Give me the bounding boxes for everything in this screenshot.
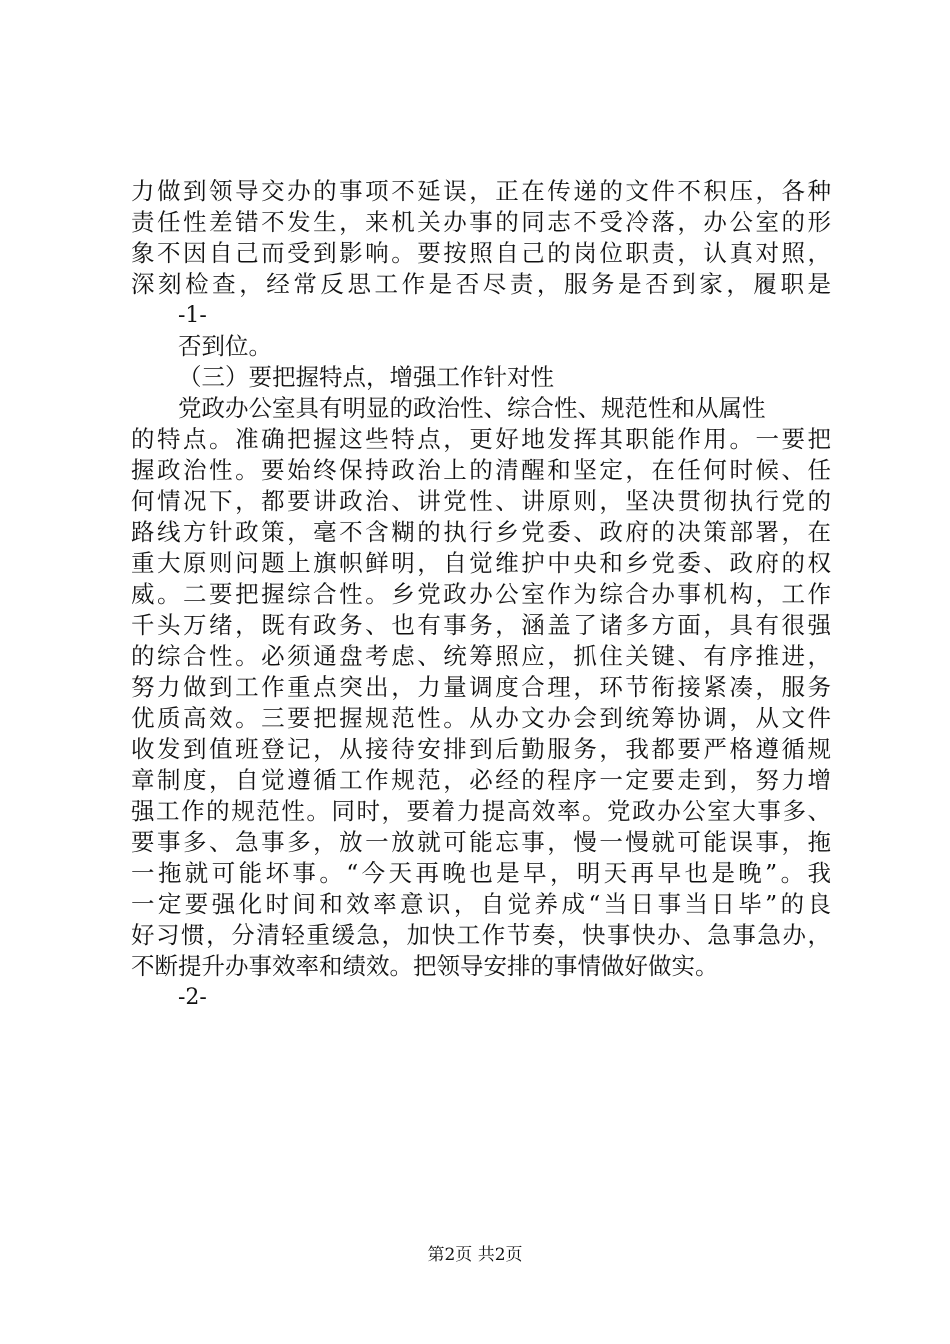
text-line: 何情况下，都要讲政治、讲党性、讲原则，坚决贯彻执行党的 bbox=[131, 487, 831, 515]
text-line: 强工作的规范性。同时，要着力提高效率。党政办公室大事多、 bbox=[131, 797, 831, 825]
text-line: 路线方针政策，毫不含糊的执行乡党委、政府的决策部署，在 bbox=[131, 518, 831, 546]
text-line: 深刻检查，经常反思工作是否尽责，服务是否到家，履职是 bbox=[131, 270, 831, 298]
document-body bbox=[131, 176, 831, 1013]
text-line: 的综合性。必须通盘考虑、统筹照应，抓住关键、有序推进， bbox=[131, 642, 831, 670]
text-line: 的特点。准确把握这些特点，更好地发挥其职能作用。一要把 bbox=[131, 425, 831, 453]
section-heading: （三）要把握特点，增强工作针对性 bbox=[178, 363, 554, 391]
text-line: 责任性差错不发生，来机关办事的同志不受冷落，办公室的形 bbox=[131, 208, 831, 236]
text-line: 千头万绪，既有政务、也有事务，涵盖了诸多方面，具有很强 bbox=[131, 611, 831, 639]
text-line: 一定要强化时间和效率意识，自觉养成“当日事当日毕”的良 bbox=[131, 890, 831, 918]
text-line: 否到位。 bbox=[178, 332, 272, 360]
page-number-marker: -2- bbox=[178, 985, 207, 1010]
text-line: 象不因自己而受到影响。要按照自己的岗位职责，认真对照， bbox=[131, 239, 831, 267]
text-line: 握政治性。要始终保持政治上的清醒和坚定，在任何时候、任 bbox=[131, 456, 831, 484]
text-line: 收发到值班登记，从接待安排到后勤服务，我都要严格遵循规 bbox=[131, 735, 831, 763]
text-line: 章制度，自觉遵循工作规范，必经的程序一定要走到，努力增 bbox=[131, 766, 831, 794]
text-line: 力做到领导交办的事项不延误，正在传递的文件不积压，各种 bbox=[131, 177, 831, 205]
text-line: 不断提升办事效率和绩效。把领导安排的事情做好做实。 bbox=[131, 952, 719, 980]
text-line: 好习惯，分清轻重缓急，加快工作节奏，快事快办、急事急办， bbox=[131, 921, 831, 949]
text-line: 要事多、急事多，放一放就可能忘事，慢一慢就可能误事，拖 bbox=[131, 828, 831, 856]
paragraph-first-line: 党政办公室具有明显的政治性、综合性、规范性和从属性 bbox=[178, 394, 766, 422]
text-line: 努力做到工作重点突出，力量调度合理，环节衔接紧凑，服务 bbox=[131, 673, 831, 701]
page-number-marker: -1- bbox=[178, 303, 207, 328]
text-line: 优质高效。三要把握规范性。从办文办会到统筹协调，从文件 bbox=[131, 704, 831, 732]
text-line: 重大原则问题上旗帜鲜明，自觉维护中央和乡党委、政府的权 bbox=[131, 549, 831, 577]
text-line: 一拖就可能坏事。“今天再晚也是早，明天再早也是晚”。我 bbox=[131, 859, 831, 887]
text-line: 威。二要把握综合性。乡党政办公室作为综合办事机构，工作 bbox=[131, 580, 831, 608]
page-footer: 第2页 共2页 bbox=[427, 1245, 523, 1265]
